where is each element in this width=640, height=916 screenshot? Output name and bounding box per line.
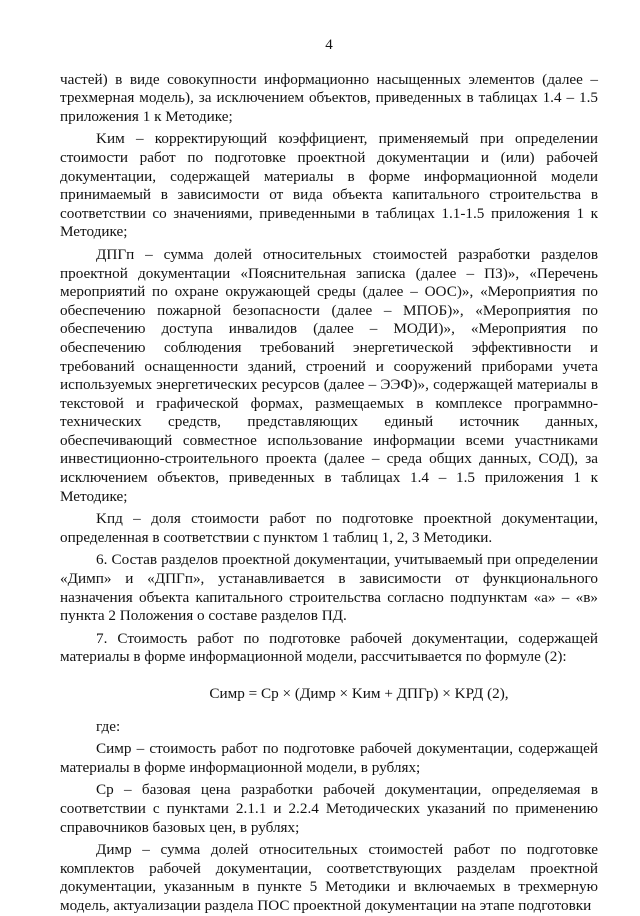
paragraph-kpd-definition: Kпд – доля стоимости работ по подготовке проектной документации, определенная в соответствии с пунктом 1 таблиц 1, 2, 3 Методики. (60, 510, 598, 546)
page-number: 4 (325, 37, 333, 53)
paragraph-kim-definition: Kим – корректирующий коэффициент, применяемый при определении стоимости работ по подготовке проектной документации и (или) рабочей документации, содержащей материалы в форме информационной модели принимаемый в зависимости от вида объекта капитального строительства в соответствии со значениями, приведенными в таблицах 1.1-1.5 приложения 1 к Методике; (60, 130, 598, 241)
definition-sr: Ср – базовая цена разработки рабочей документации, определяемая в соответствии с пунктами 2.1.1 и 2.2.4 Методических указаний по применению справочников базовых цен, в рублях; (60, 781, 598, 836)
definition-dimr: Димр – сумма долей относительных стоимостей работ по подготовке комплектов рабочей документации, соответствующих разделам проектной документации, указанным в пункте 5 Методики и включаемых в трехмерную модель, актуализации раздела ПОС проектной документации на этапе подготовки (60, 841, 598, 914)
paragraph-item-6: 6. Состав разделов проектной документации, учитываемый при определении «Димп» и «ДПГп», устанавливается в зависимости от функционального назначения объекта капитального строительства согласно подпунктам «а» – «в» пункта 2 Положения о составе разделов ПД. (60, 551, 598, 625)
where-label: где: (96, 717, 121, 735)
definition-simr: Симр – стоимость работ по подготовке рабочей документации, содержащей материалы в форме информационной модели, в рублях; (60, 740, 598, 776)
paragraph-continuation: частей) в виде совокупности информационно насыщенных элементов (далее – трехмерная модель), за исключением объектов, приведенных в таблицах 1.4 – 1.5 приложения 1 к Методике; (60, 70, 598, 125)
formula-2: Симр = Ср × (Димр × Kим + ДПГр) × KРД (2), (209, 685, 509, 702)
paragraph-item-7: 7. Стоимость работ по подготовке рабочей документации, содержащей материалы в форме информационной модели, рассчитывается по формуле (2): (60, 629, 598, 666)
paragraph-dpgp-definition: ДПГп – сумма долей относительных стоимостей разработки разделов проектной документации «Пояснительная записка (далее – ПЗ)», «Перечень мероприятий по охране окружающей среды (далее – ООС)», «Мероприятия по обеспечению пожарной безопасности (далее – МПОБ)», «Мероприятия по обеспечению доступа инвалидов (далее – МОДИ)», «Мероприятия по обеспечению соблюдения требований энергетической эффективности и требований оснащенности зданий, строений и сооружений приборами учета используемых энергетических ресурсов (далее – ЭЭФ)», содержащей материалы в текстовой и графической формах, размещаемых в комплексе программно-технических средств, представляющих единый источник данных, обеспечивающий совместное использование информации всеми участниками инвестиционно-строительного проекта (далее – среда общих данных, СОД), за исключением объектов, приведенных в таблицах 1.4 – 1.5 приложения 1 к Методике; (60, 245, 598, 505)
